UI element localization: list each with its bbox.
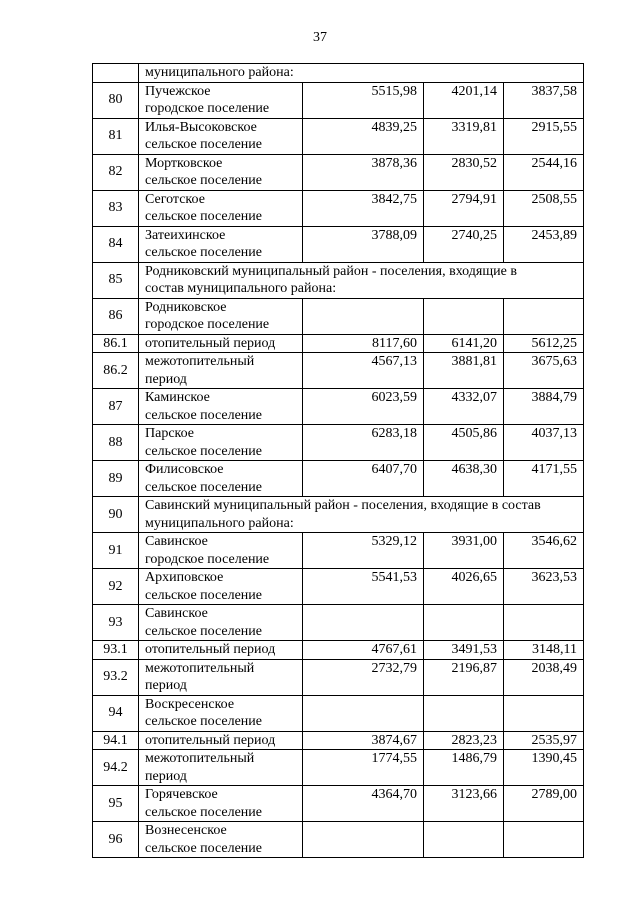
settlement-name: [139, 731, 303, 750]
settlement-name-line: отопительный период: [145, 642, 276, 657]
settlement-name-line: межотопительный: [145, 354, 255, 369]
settlement-name: [139, 786, 303, 822]
settlement-name: [139, 695, 303, 731]
tariff-table: [92, 63, 584, 858]
settlement-name: [139, 190, 303, 226]
settlement-name-line: сельское поселение: [145, 804, 262, 820]
settlement-name-line: Горячевское: [145, 787, 218, 802]
page-number: 37: [313, 30, 327, 45]
row-number: 93.1: [93, 641, 139, 660]
settlement-name-line: Затеихинское: [145, 227, 226, 243]
value-cell-v2: 3931,00: [424, 533, 504, 569]
settlement-name-line: Илья-Высоковское: [145, 119, 257, 135]
table-row: [93, 605, 584, 641]
table-row: [93, 641, 584, 660]
value-cell-v1: [303, 605, 424, 641]
value-cell-v3: 3546,62: [504, 533, 584, 569]
row-number: 94.1: [93, 731, 139, 750]
value-cell-v2: [424, 822, 504, 858]
value-cell-v3: 4037,13: [504, 425, 584, 461]
value-cell-v1: 4767,61: [303, 641, 424, 660]
row-number: [93, 64, 139, 83]
value-cell-v2: 2830,52: [424, 154, 504, 190]
settlement-name: [139, 659, 303, 695]
value-cell-v1: 4364,70: [303, 786, 424, 822]
value-cell-v2: [424, 298, 504, 334]
settlement-name: [139, 226, 303, 262]
table-row: [93, 731, 584, 750]
value-cell-v3: [504, 298, 584, 334]
district-header: [139, 497, 584, 533]
settlement-name-line: сельское поселение: [145, 209, 262, 224]
table-row: [93, 750, 584, 786]
value-cell-v2: 3881,81: [424, 353, 504, 389]
value-cell-v3: 5612,25: [504, 334, 584, 353]
row-number: 95: [93, 786, 139, 822]
value-cell-v2: 4638,30: [424, 461, 504, 497]
value-cell-v1: 4839,25: [303, 118, 424, 154]
row-number: 89: [93, 461, 139, 497]
table-row: [93, 533, 584, 569]
table-row: [93, 569, 584, 605]
settlement-name: [139, 605, 303, 641]
settlement-name-line: Архиповское: [145, 570, 224, 585]
row-number: 96: [93, 822, 139, 858]
table-row: [93, 461, 584, 497]
value-cell-v1: 4567,13: [303, 353, 424, 389]
settlement-name-line: Вознесенское: [145, 823, 227, 838]
settlement-name-line: сельское поселение: [145, 714, 262, 729]
table-row: [93, 425, 584, 461]
row-number: 87: [93, 389, 139, 425]
settlement-name-line: сельское поселение: [145, 587, 262, 603]
table-row: [93, 786, 584, 822]
settlement-name-line: Воскресенское: [145, 696, 235, 712]
value-cell-v3: 1390,45: [504, 750, 584, 786]
value-cell-v2: 1486,79: [424, 750, 504, 786]
value-cell-v2: 2740,25: [424, 226, 504, 262]
district-header-line: муниципального района:: [145, 515, 294, 531]
settlement-name: [139, 569, 303, 605]
value-cell-v2: 3491,53: [424, 641, 504, 660]
value-cell-v3: [504, 695, 584, 731]
settlement-name-line: Парское: [145, 426, 195, 441]
table-row: [93, 154, 584, 190]
value-cell-v1: 3842,75: [303, 190, 424, 226]
row-number: 86.1: [93, 334, 139, 353]
value-cell-v3: 2508,55: [504, 190, 584, 226]
settlement-name-line: сельское поселение: [145, 173, 262, 188]
settlement-name-line: Савинское: [145, 534, 208, 549]
district-header: [139, 262, 584, 298]
value-cell-v2: 4026,65: [424, 569, 504, 605]
value-cell-v2: 4332,07: [424, 389, 504, 425]
settlement-name-line: сельское поселение: [145, 137, 262, 152]
settlement-name: [139, 389, 303, 425]
table-row: [93, 389, 584, 425]
value-cell-v1: 6283,18: [303, 425, 424, 461]
settlement-name-line: сельское поселение: [145, 479, 262, 495]
settlement-name-line: Каминское: [145, 390, 210, 405]
value-cell-v2: 2823,23: [424, 731, 504, 750]
value-cell-v1: 5515,98: [303, 82, 424, 118]
settlement-name-line: городское поселение: [145, 551, 270, 567]
settlement-name-line: сельское поселение: [145, 245, 262, 260]
settlement-name-line: сельское поселение: [145, 443, 262, 459]
continuation-text: муниципального района:: [139, 64, 584, 83]
settlement-name-line: межотопительный: [145, 751, 255, 766]
table-row: [93, 82, 584, 118]
value-cell-v3: 3884,79: [504, 389, 584, 425]
value-cell-v1: 3878,36: [303, 154, 424, 190]
settlement-name-line: период: [145, 678, 187, 693]
value-cell-v2: 4201,14: [424, 82, 504, 118]
settlement-name-line: межотопительный: [145, 660, 255, 676]
row-number: 93.2: [93, 659, 139, 695]
value-cell-v3: 2915,55: [504, 118, 584, 154]
row-number: 80: [93, 82, 139, 118]
table-row: [93, 695, 584, 731]
value-cell-v3: 3623,53: [504, 569, 584, 605]
row-number: 92: [93, 569, 139, 605]
value-cell-v3: 2038,49: [504, 659, 584, 695]
value-cell-v2: 2196,87: [424, 659, 504, 695]
table-row: [93, 822, 584, 858]
row-number: 82: [93, 154, 139, 190]
value-cell-v3: [504, 605, 584, 641]
value-cell-v1: 6023,59: [303, 389, 424, 425]
value-cell-v2: [424, 605, 504, 641]
settlement-name-line: Сеготское: [145, 191, 205, 207]
table-row: [93, 190, 584, 226]
value-cell-v3: 4171,55: [504, 461, 584, 497]
settlement-name-line: сельское поселение: [145, 407, 262, 423]
value-cell-v2: 3319,81: [424, 118, 504, 154]
row-number: 86: [93, 298, 139, 334]
value-cell-v1: 1774,55: [303, 750, 424, 786]
district-header-row: [93, 497, 584, 533]
value-cell-v2: 3123,66: [424, 786, 504, 822]
value-cell-v3: 2535,97: [504, 731, 584, 750]
value-cell-v3: 2544,16: [504, 154, 584, 190]
value-cell-v1: 5329,12: [303, 533, 424, 569]
district-header-line: Родниковский муниципальный район - поселения, входящие в: [145, 263, 517, 279]
settlement-name: [139, 641, 303, 660]
settlement-name: [139, 750, 303, 786]
value-cell-v2: 2794,91: [424, 190, 504, 226]
value-cell-v1: 5541,53: [303, 569, 424, 605]
row-number: 94.2: [93, 750, 139, 786]
row-number: 90: [93, 497, 139, 533]
settlement-name-line: Родниковское: [145, 299, 227, 315]
row-number: 88: [93, 425, 139, 461]
value-cell-v1: 2732,79: [303, 659, 424, 695]
table-row: [93, 226, 584, 262]
settlement-name-line: отопительный период: [145, 732, 276, 748]
value-cell-v3: 2453,89: [504, 226, 584, 262]
table-row: [93, 334, 584, 353]
settlement-name-line: период: [145, 768, 187, 784]
settlement-name: [139, 154, 303, 190]
value-cell-v1: 6407,70: [303, 461, 424, 497]
settlement-name-line: Пучежское: [145, 83, 211, 99]
settlement-name: [139, 118, 303, 154]
row-number: 81: [93, 118, 139, 154]
row-number: 84: [93, 226, 139, 262]
settlement-name: [139, 425, 303, 461]
table-row: [93, 353, 584, 389]
settlement-name: [139, 533, 303, 569]
row-number: 85: [93, 262, 139, 298]
value-cell-v1: [303, 298, 424, 334]
value-cell-v1: 8117,60: [303, 334, 424, 353]
district-header-line: Савинский муниципальный район - поселения, входящие в состав: [145, 498, 541, 513]
table-row: [93, 659, 584, 695]
settlement-name-line: Мортковское: [145, 155, 223, 171]
settlement-name-line: Филисовское: [145, 462, 224, 477]
settlement-name: [139, 822, 303, 858]
value-cell-v3: 3148,11: [504, 641, 584, 660]
district-header-row: [93, 262, 584, 298]
value-cell-v2: 4505,86: [424, 425, 504, 461]
value-cell-v3: 3675,63: [504, 353, 584, 389]
settlement-name-line: городское поселение: [145, 317, 270, 332]
row-number: 94: [93, 695, 139, 731]
row-number: 83: [93, 190, 139, 226]
value-cell-v3: [504, 822, 584, 858]
settlement-name-line: городское поселение: [145, 101, 270, 116]
row-number: 93: [93, 605, 139, 641]
value-cell-v1: [303, 695, 424, 731]
value-cell-v1: 3788,09: [303, 226, 424, 262]
district-header-line: состав муниципального района:: [145, 281, 337, 296]
value-cell-v2: [424, 695, 504, 731]
settlement-name: [139, 334, 303, 353]
value-cell-v1: 3874,67: [303, 731, 424, 750]
continuation-row: [93, 64, 584, 83]
settlement-name-line: сельское поселение: [145, 840, 262, 856]
settlement-name-line: сельское поселение: [145, 623, 262, 639]
value-cell-v2: 6141,20: [424, 334, 504, 353]
table-row: [93, 298, 584, 334]
settlement-name: [139, 461, 303, 497]
settlement-name-line: период: [145, 371, 187, 387]
value-cell-v3: 3837,58: [504, 82, 584, 118]
settlement-name: [139, 298, 303, 334]
settlement-name: [139, 82, 303, 118]
settlement-name-line: Савинское: [145, 606, 208, 621]
settlement-name: [139, 353, 303, 389]
settlement-name-line: отопительный период: [145, 335, 276, 351]
row-number: 86.2: [93, 353, 139, 389]
row-number: 91: [93, 533, 139, 569]
value-cell-v3: 2789,00: [504, 786, 584, 822]
table-row: [93, 118, 584, 154]
value-cell-v1: [303, 822, 424, 858]
